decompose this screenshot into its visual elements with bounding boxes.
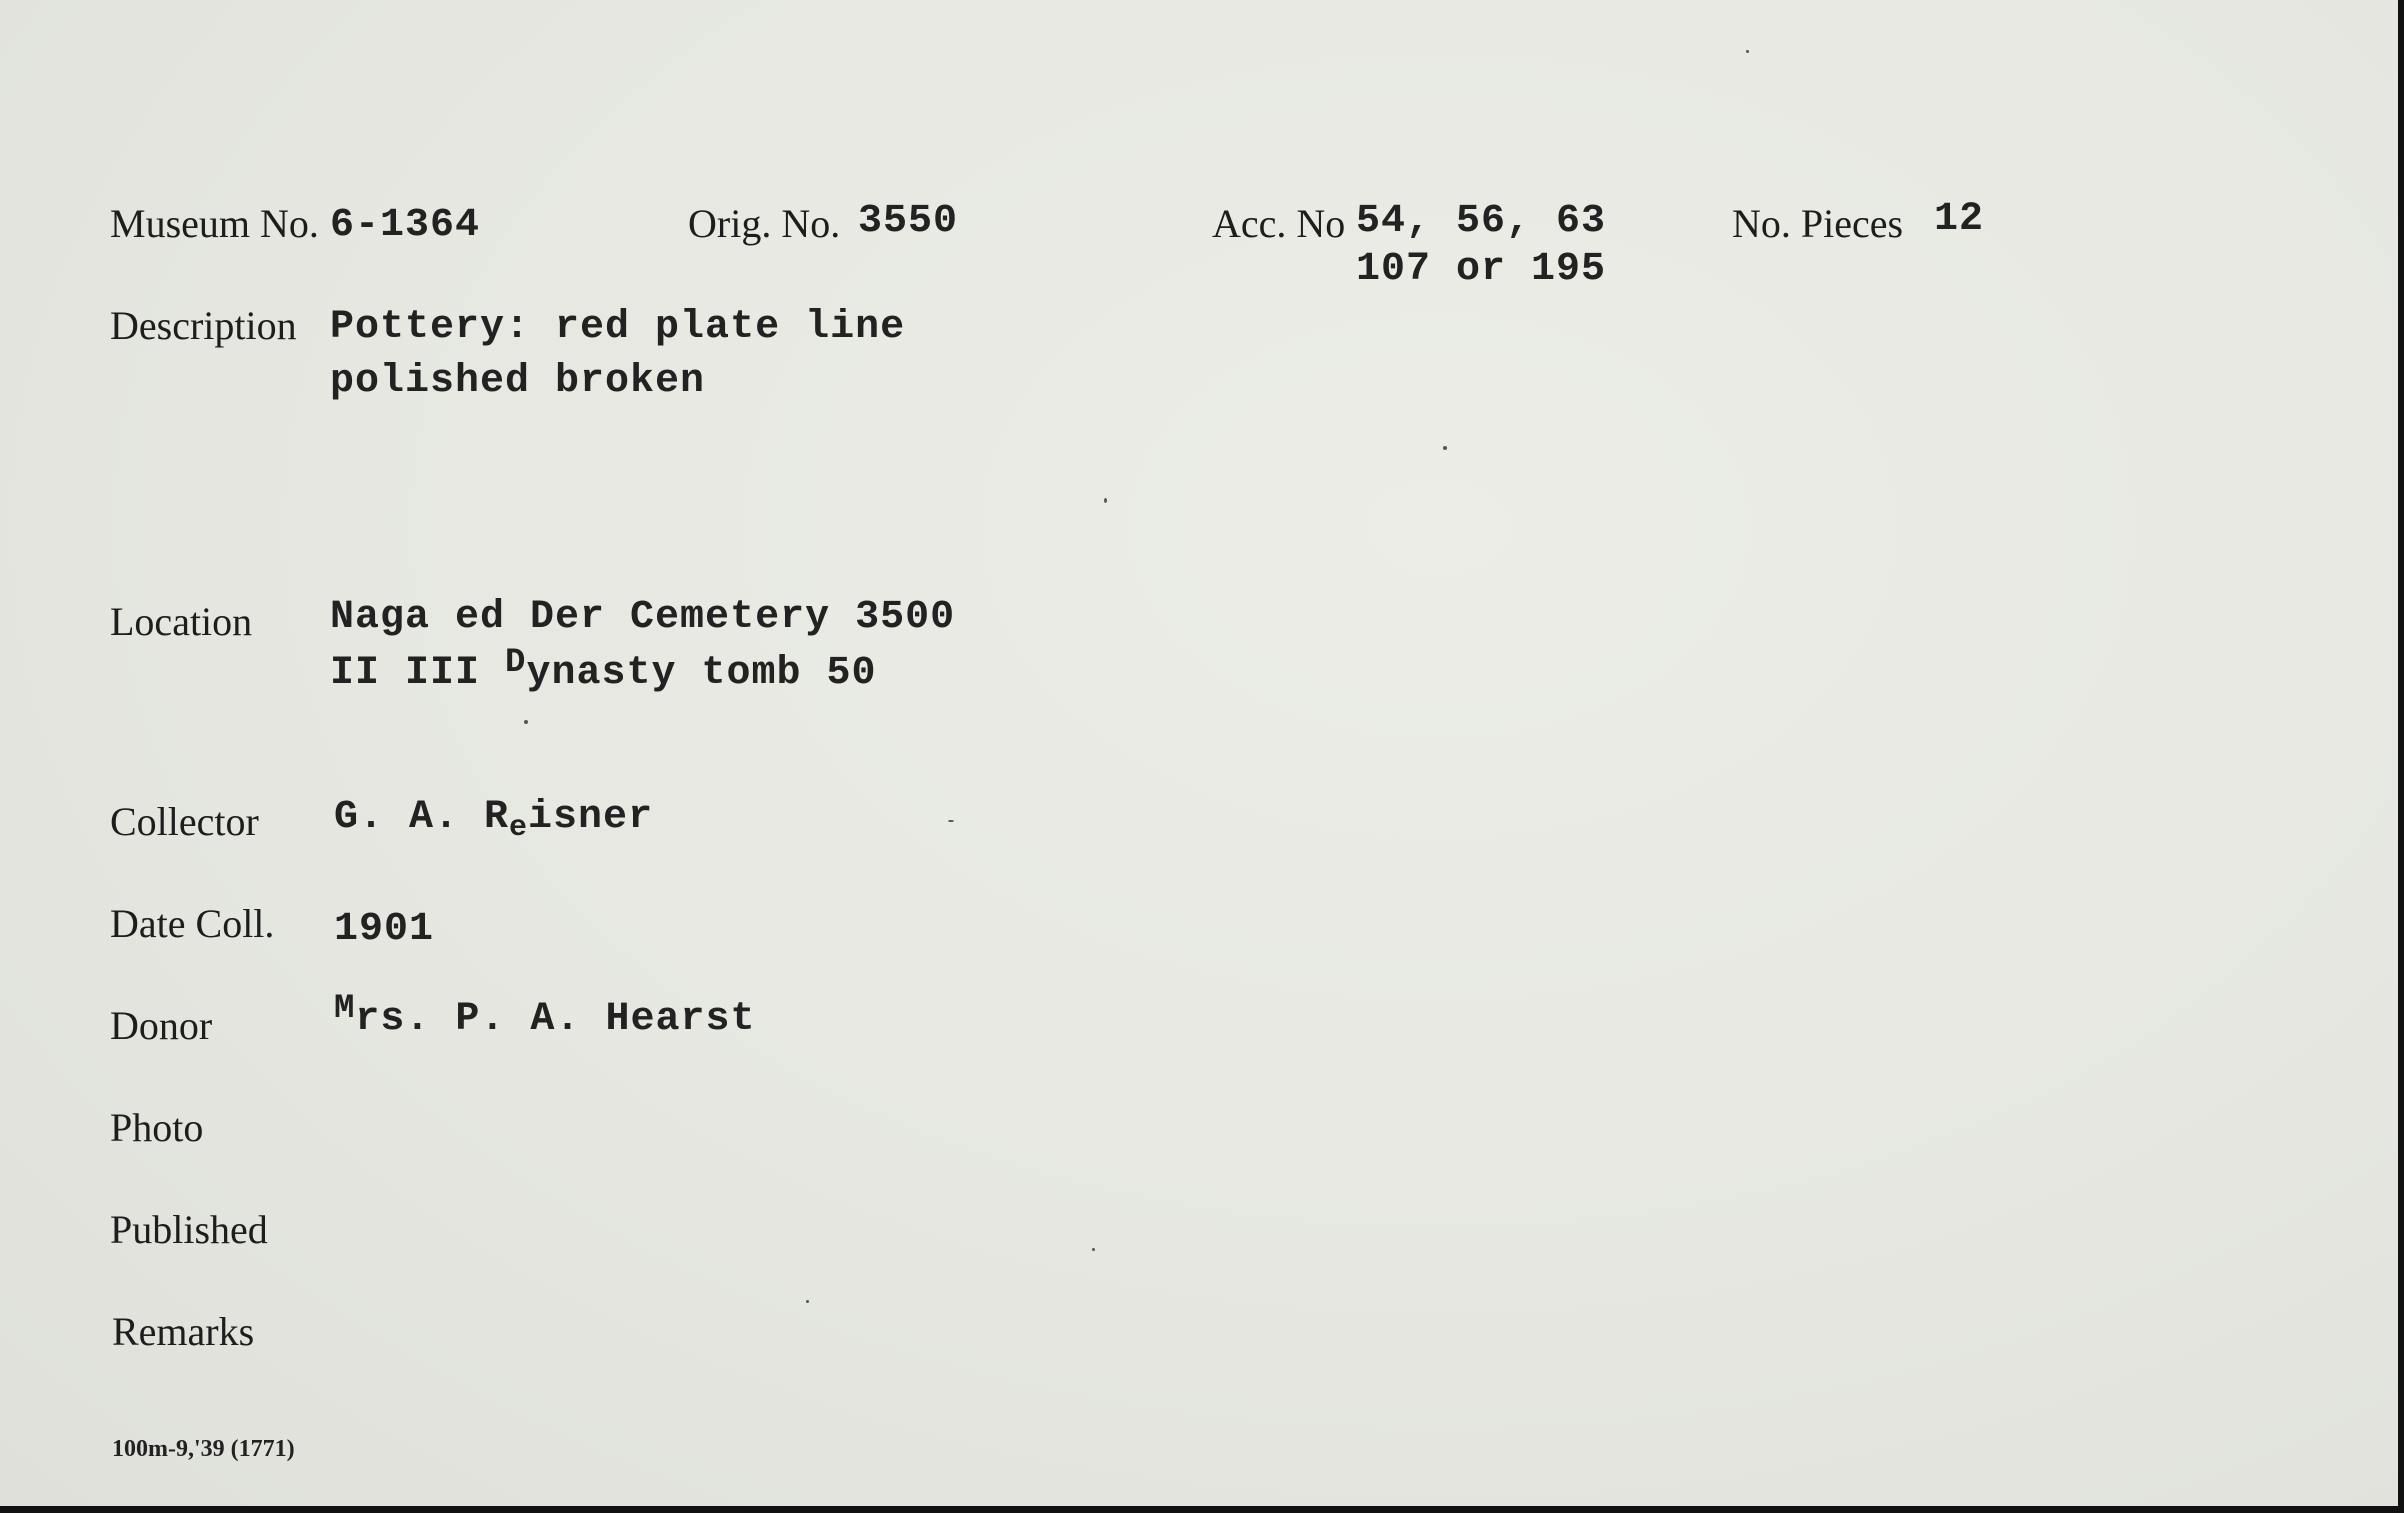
location-line2-rest: ynasty tomb 50 — [526, 651, 877, 696]
dust-speck — [806, 1300, 809, 1303]
location-line1: Naga ed Der Cemetery 3500 — [330, 595, 956, 640]
acc-no-line2: 107 or 195 — [1356, 247, 1607, 292]
dust-speck — [1104, 498, 1107, 503]
dust-speck — [1746, 50, 1749, 53]
donor-value — [334, 990, 756, 1042]
dust-speck — [1092, 1248, 1095, 1251]
dust-speck — [1443, 446, 1447, 450]
location-line2-prefix: II III — [330, 651, 506, 696]
published-label: Published — [110, 1207, 268, 1252]
location-line2-sup: D — [505, 644, 527, 682]
collector-rest: isner — [528, 795, 654, 840]
collector-prefix: G. A. R — [334, 795, 510, 840]
dust-speck — [524, 720, 528, 724]
pieces-value: 12 — [1934, 197, 1985, 242]
remarks-label: Remarks — [112, 1309, 255, 1354]
donor-label: Donor — [110, 1003, 213, 1048]
description-label: Description — [110, 303, 297, 348]
date-coll-label: Date Coll. — [110, 901, 275, 946]
orig-no-value: 3550 — [858, 199, 959, 244]
donor-rest: rs. P. A. Hearst — [355, 997, 756, 1042]
museum-no-value: 6-1364 — [330, 203, 481, 248]
description-line2: polished broken — [330, 359, 706, 404]
acc-no-line1: 54, 56, 63 — [1356, 199, 1607, 244]
pieces-label: No. Pieces — [1732, 201, 1904, 246]
collector-label: Collector — [110, 799, 259, 844]
location-label: Location — [110, 599, 253, 644]
orig-no-label: Orig. No. — [688, 201, 841, 246]
description-line1: Pottery: red plate line — [330, 305, 906, 350]
photo-label: Photo — [110, 1105, 204, 1150]
location-line2 — [330, 644, 877, 696]
print-code: 100m-9,'39 (1771) — [112, 1436, 295, 1462]
acc-no-label: Acc. No — [1212, 201, 1346, 246]
dust-speck — [948, 820, 954, 822]
collector-value — [334, 795, 654, 845]
collector-sub: e — [509, 811, 529, 845]
date-coll-value: 1901 — [334, 907, 435, 952]
museum-no-label: Museum No. — [110, 201, 319, 246]
donor-sup: M — [334, 990, 356, 1028]
